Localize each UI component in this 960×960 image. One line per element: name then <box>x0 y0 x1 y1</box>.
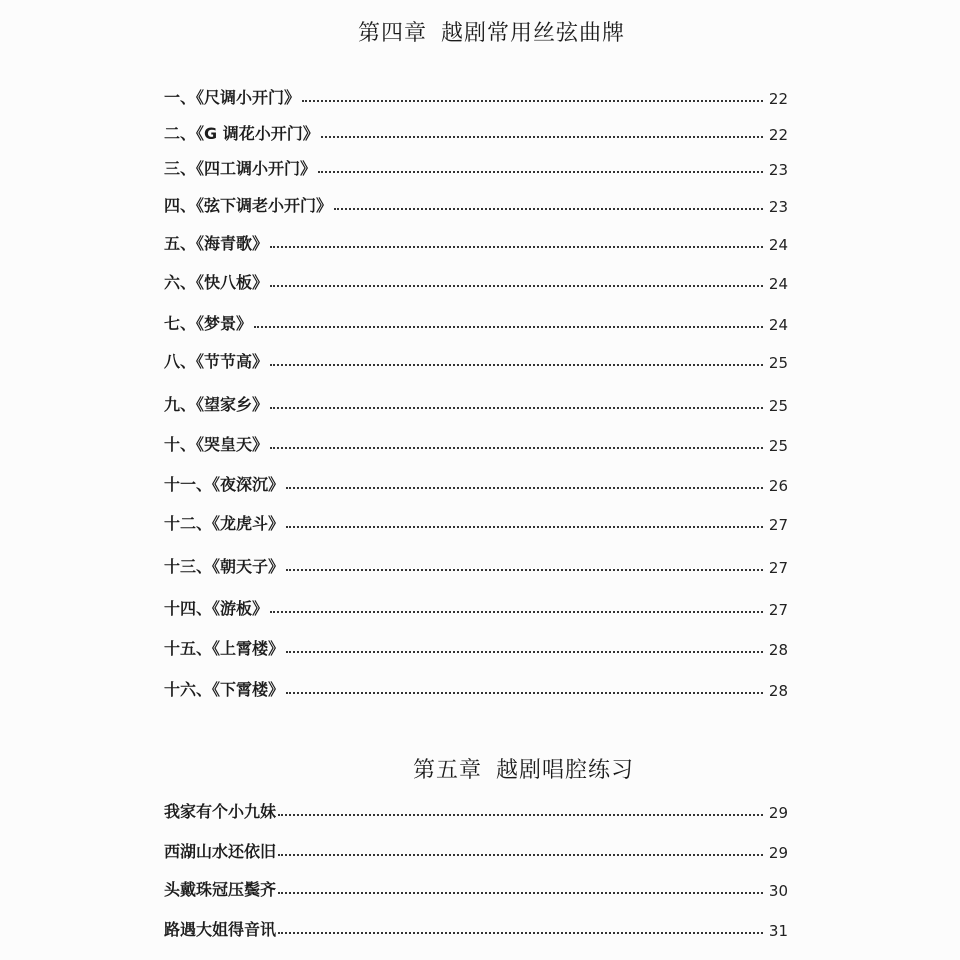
toc-entry[interactable] <box>164 82 788 108</box>
toc-entry[interactable] <box>164 836 788 862</box>
toc-entry[interactable] <box>164 874 788 900</box>
toc-entry-label: 五、《海青歌》 <box>164 234 269 253</box>
toc-entry[interactable] <box>164 389 788 415</box>
toc-entry-page: 30 <box>768 882 788 900</box>
toc-entry-label: 八、《节节高》 <box>164 352 269 371</box>
chapter-4-heading <box>358 16 625 47</box>
toc-entry-page: 28 <box>768 682 788 700</box>
toc-entry-page: 29 <box>768 804 788 822</box>
toc-entry-page: 25 <box>768 354 788 372</box>
toc-entry-label: 我家有个小九妹 <box>164 802 277 821</box>
toc-entry-label: 十一、《夜深沉》 <box>164 475 285 494</box>
toc-entry-page: 24 <box>768 275 788 293</box>
toc-entry[interactable] <box>164 674 788 700</box>
toc-entry[interactable] <box>164 308 788 334</box>
toc-entry-page: 27 <box>768 516 788 534</box>
dot-leader <box>334 208 763 210</box>
toc-entry-page: 23 <box>768 161 788 179</box>
toc-entry-label: 六、《快八板》 <box>164 273 269 292</box>
toc-entry-page: 31 <box>768 922 788 940</box>
toc-entry-page: 26 <box>768 477 788 495</box>
dot-leader <box>278 932 763 934</box>
toc-entry-page: 27 <box>768 559 788 577</box>
toc-entry[interactable] <box>164 551 788 577</box>
dot-leader <box>302 100 763 102</box>
toc-entry-label: 三、《四工调小开门》 <box>164 159 317 178</box>
dot-leader <box>270 447 763 449</box>
toc-entry-label: 十二、《龙虎斗》 <box>164 514 285 533</box>
toc-entry[interactable] <box>164 190 788 216</box>
dot-leader <box>286 692 763 694</box>
toc-entry-page: 27 <box>768 601 788 619</box>
toc-entry[interactable] <box>164 593 788 619</box>
toc-entry[interactable] <box>164 633 788 659</box>
dot-leader <box>270 285 763 287</box>
toc-entry[interactable] <box>164 469 788 495</box>
toc-entry-label: 头戴珠冠压鬓齐 <box>164 880 277 899</box>
dot-leader <box>278 854 763 856</box>
toc-entry-label: 四、《弦下调老小开门》 <box>164 196 333 215</box>
chapter-5-number: 第五章 <box>413 758 483 783</box>
dot-leader <box>270 407 763 409</box>
toc-entry-page: 22 <box>768 126 788 144</box>
toc-entry-page: 29 <box>768 844 788 862</box>
toc-entry-label: 十四、《游板》 <box>164 599 269 618</box>
dot-leader <box>278 892 763 894</box>
toc-entry[interactable] <box>164 914 788 940</box>
dot-leader <box>270 611 763 613</box>
toc-entry-page: 24 <box>768 316 788 334</box>
chapter-5-title: 越剧唱腔练习 <box>496 758 635 783</box>
chapter-4-number: 第四章 <box>358 21 428 46</box>
toc-entry[interactable] <box>164 228 788 254</box>
toc-entry-label: 一、《尺调小开门》 <box>164 88 301 107</box>
toc-entry-page: 28 <box>768 641 788 659</box>
toc-entry-label: 七、《梦景》 <box>164 314 253 333</box>
dot-leader <box>318 171 763 173</box>
dot-leader <box>286 569 763 571</box>
toc-entry[interactable] <box>164 118 788 144</box>
chapter-5-heading <box>413 753 634 784</box>
toc-entry-page: 22 <box>768 90 788 108</box>
toc-entry[interactable] <box>164 153 788 179</box>
toc-entry[interactable] <box>164 429 788 455</box>
toc-entry-page: 25 <box>768 397 788 415</box>
toc-entry[interactable] <box>164 346 788 372</box>
dot-leader <box>286 526 763 528</box>
toc-entry-label: 二、《G 调花小开门》 <box>164 124 319 143</box>
toc-entry[interactable] <box>164 796 788 822</box>
toc-entry-label: 十、《哭皇天》 <box>164 435 269 454</box>
toc-entry-label: 路遇大姐得音讯 <box>164 920 277 939</box>
dot-leader <box>270 246 763 248</box>
toc-entry-label: 西湖山水还依旧 <box>164 842 277 861</box>
dot-leader <box>270 364 763 366</box>
toc-entry-label: 十五、《上霄楼》 <box>164 639 285 658</box>
toc-entry-page: 23 <box>768 198 788 216</box>
toc-entry-label: 九、《望家乡》 <box>164 395 269 414</box>
dot-leader <box>254 326 763 328</box>
chapter-4-title: 越剧常用丝弦曲牌 <box>441 21 626 46</box>
dot-leader <box>278 814 763 816</box>
toc-entry[interactable] <box>164 508 788 534</box>
toc-entry-page: 25 <box>768 437 788 455</box>
dot-leader <box>321 136 763 138</box>
toc-entry-label: 十三、《朝天子》 <box>164 557 285 576</box>
toc-entry-label: 十六、《下霄楼》 <box>164 680 285 699</box>
toc-entry-page: 24 <box>768 236 788 254</box>
dot-leader <box>286 487 763 489</box>
dot-leader <box>286 651 763 653</box>
toc-entry[interactable] <box>164 267 788 293</box>
